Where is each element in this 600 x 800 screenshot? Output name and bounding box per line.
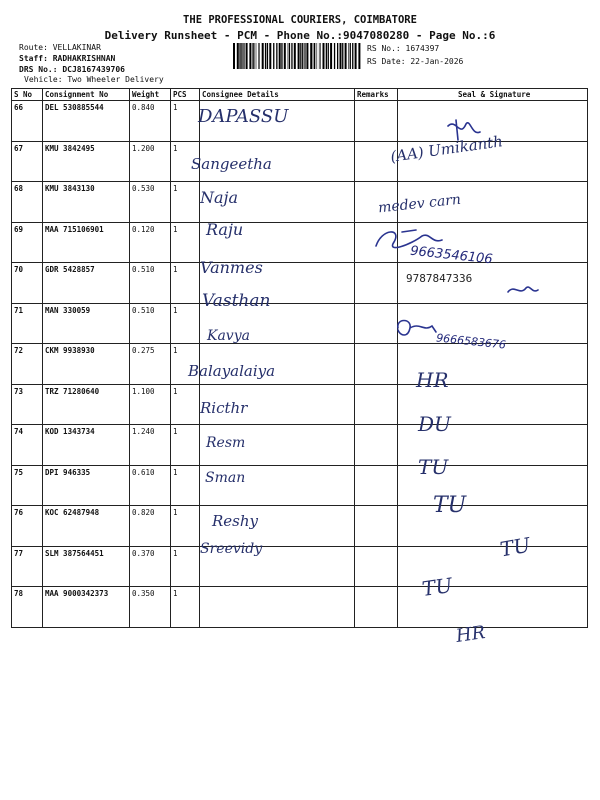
cell-remarks bbox=[355, 465, 398, 506]
barcode-bar bbox=[267, 43, 268, 69]
barcode-bar bbox=[253, 43, 254, 69]
handwritten-consignee: Resm bbox=[206, 434, 246, 451]
handwritten-consignee: Vanmes bbox=[200, 258, 263, 277]
barcode-bar bbox=[288, 43, 289, 69]
drs-label: DRS No.: DCJ8167439706 bbox=[19, 65, 125, 74]
cell-pcs: 1 bbox=[171, 465, 200, 506]
cell-pcs: 1 bbox=[171, 506, 200, 547]
col-consignment: Consignment No bbox=[43, 89, 130, 101]
cell-consignment-no: DEL 530885544 bbox=[43, 101, 130, 142]
barcode-bar bbox=[317, 43, 318, 69]
cell-consignee-details bbox=[200, 587, 355, 628]
cell-pcs: 1 bbox=[171, 344, 200, 385]
cell-consignment-no: MAN 330059 bbox=[43, 303, 130, 344]
cell-sno: 75 bbox=[12, 465, 43, 506]
company-title: THE PROFESSIONAL COURIERS, COIMBATORE bbox=[183, 14, 417, 26]
barcode-bar bbox=[340, 43, 342, 69]
cell-remarks bbox=[355, 425, 398, 466]
barcode-bar bbox=[352, 43, 353, 69]
cell-remarks bbox=[355, 384, 398, 425]
cell-sno: 77 bbox=[12, 546, 43, 587]
barcode-bar bbox=[239, 43, 240, 69]
barcode-bar bbox=[269, 43, 271, 69]
cell-pcs: 1 bbox=[171, 141, 200, 182]
handwritten-consignee: Raju bbox=[206, 219, 244, 239]
cell-sno: 78 bbox=[12, 587, 43, 628]
barcode-bar bbox=[330, 43, 332, 69]
barcode-bar bbox=[348, 43, 349, 69]
handwritten-phone-number: 9666583676 bbox=[435, 331, 507, 352]
barcode-bar bbox=[320, 43, 321, 69]
barcode-bar bbox=[345, 43, 347, 69]
table-row bbox=[12, 587, 588, 628]
table-row bbox=[12, 425, 588, 466]
barcode-bar bbox=[258, 43, 259, 69]
cell-sno: 69 bbox=[12, 222, 43, 263]
cell-sno: 71 bbox=[12, 303, 43, 344]
handwritten-consignee: Reshy bbox=[212, 511, 259, 530]
barcode-bar bbox=[323, 43, 325, 69]
cell-consignment-no: TRZ 71280640 bbox=[43, 384, 130, 425]
barcode-bar bbox=[328, 43, 329, 69]
rs-info bbox=[367, 43, 463, 68]
cell-consignment-no: KMU 3843130 bbox=[43, 182, 130, 223]
cell-sno: 73 bbox=[12, 384, 43, 425]
cell-sno: 70 bbox=[12, 263, 43, 304]
table-row bbox=[12, 465, 588, 506]
barcode-bar bbox=[249, 43, 251, 69]
barcode-bar bbox=[298, 43, 300, 69]
signature-scribble bbox=[394, 318, 440, 344]
col-signature: Seal & Signature bbox=[398, 89, 588, 101]
cell-weight: 0.820 bbox=[130, 506, 171, 547]
cell-weight: 0.370 bbox=[130, 546, 171, 587]
cell-weight: 0.120 bbox=[130, 222, 171, 263]
cell-sno: 76 bbox=[12, 506, 43, 547]
barcode-bar bbox=[256, 43, 257, 69]
cell-sno: 74 bbox=[12, 425, 43, 466]
cell-pcs: 1 bbox=[171, 101, 200, 142]
cell-weight: 1.240 bbox=[130, 425, 171, 466]
table-row bbox=[12, 263, 588, 304]
cell-weight: 0.530 bbox=[130, 182, 171, 223]
cell-consignment-no: DPI 946335 bbox=[43, 465, 130, 506]
handwritten-consignee: Balayalaiya bbox=[188, 361, 276, 380]
barcode-bar bbox=[337, 43, 338, 69]
signature-scribble bbox=[446, 118, 486, 148]
rs-number: RS No.: 1674397 bbox=[367, 44, 440, 53]
cell-pcs: 1 bbox=[171, 303, 200, 344]
cell-pcs: 1 bbox=[171, 384, 200, 425]
signature-scribble bbox=[506, 282, 542, 302]
barcode-bar bbox=[279, 43, 281, 69]
cell-weight: 0.610 bbox=[130, 465, 171, 506]
table-row bbox=[12, 384, 588, 425]
barcode-bar bbox=[305, 43, 306, 69]
barcode-bar bbox=[291, 43, 292, 69]
barcode-bar bbox=[246, 43, 248, 69]
handwritten-signature: HR bbox=[416, 368, 449, 392]
handwritten-phone-number: 9787847336 bbox=[406, 272, 473, 285]
cell-pcs: 1 bbox=[171, 587, 200, 628]
barcode-bar bbox=[259, 43, 260, 69]
cell-remarks bbox=[355, 303, 398, 344]
col-remarks: Remarks bbox=[355, 89, 398, 101]
cell-pcs: 1 bbox=[171, 425, 200, 466]
barcode-bar bbox=[233, 43, 235, 69]
handwritten-consignee: Sman bbox=[205, 470, 246, 486]
barcode-bar bbox=[355, 43, 357, 69]
vehicle-label: Vehicle: Two Wheeler Delivery bbox=[24, 75, 164, 84]
cell-consignment-no: MAA 715106901 bbox=[43, 222, 130, 263]
cell-weight: 0.840 bbox=[130, 101, 171, 142]
staff-label: Staff: RADHAKRISHNAN bbox=[19, 54, 116, 63]
cell-remarks bbox=[355, 506, 398, 547]
cell-consignment-no: KOC 62487948 bbox=[43, 506, 130, 547]
route-label: Route: VELLAKINAR bbox=[19, 43, 101, 52]
barcode-bar bbox=[276, 43, 277, 69]
cell-remarks bbox=[355, 344, 398, 385]
cell-weight: 0.350 bbox=[130, 587, 171, 628]
cell-sno: 68 bbox=[12, 182, 43, 223]
runsheet-subtitle: Delivery Runsheet - PCM - Phone No.:9047080280 - Page No.:6 bbox=[104, 29, 496, 42]
cell-weight: 0.510 bbox=[130, 303, 171, 344]
handwritten-consignee: DAPASSU bbox=[198, 106, 289, 127]
cell-weight: 0.275 bbox=[130, 344, 171, 385]
handwritten-consignee: Vasthan bbox=[202, 290, 271, 311]
barcode-bar bbox=[294, 43, 296, 69]
barcode-bar bbox=[350, 43, 351, 69]
cell-pcs: 1 bbox=[171, 263, 200, 304]
handwritten-phone-number: 9663546106 bbox=[409, 243, 494, 268]
table-header-row bbox=[12, 89, 588, 101]
handwritten-consignee: Sreevidy bbox=[200, 541, 263, 557]
cell-consignment-no: CKM 9938930 bbox=[43, 344, 130, 385]
cell-remarks bbox=[355, 101, 398, 142]
cell-sno: 66 bbox=[12, 101, 43, 142]
table-row bbox=[12, 222, 588, 263]
handwritten-signature: TU bbox=[498, 532, 533, 562]
handwritten-signature: TU bbox=[418, 455, 449, 479]
cell-consignment-no: KOD 1343734 bbox=[43, 425, 130, 466]
cell-consignment-no: GDR 5428857 bbox=[43, 263, 130, 304]
cell-consignment-no: SLM 387564451 bbox=[43, 546, 130, 587]
cell-signature bbox=[398, 506, 588, 547]
cell-pcs: 1 bbox=[171, 182, 200, 223]
barcode-bar bbox=[319, 43, 320, 69]
signature-scribble bbox=[372, 226, 448, 260]
handwritten-signature: TU bbox=[420, 573, 454, 601]
barcode-bar bbox=[300, 43, 301, 69]
barcode-bar bbox=[243, 43, 244, 69]
handwritten-signature: (AA) Umikanth bbox=[389, 132, 504, 166]
barcode-bar bbox=[334, 43, 335, 69]
col-pcs: PCS bbox=[171, 89, 200, 101]
cell-remarks bbox=[355, 587, 398, 628]
barcode-bar bbox=[284, 43, 286, 69]
cell-remarks bbox=[355, 546, 398, 587]
cell-sno: 67 bbox=[12, 141, 43, 182]
barcode-bar bbox=[281, 43, 282, 69]
col-weight: Weight bbox=[130, 89, 171, 101]
cell-pcs: 1 bbox=[171, 222, 200, 263]
barcode-bar bbox=[252, 43, 253, 69]
handwritten-consignee: Sangeetha bbox=[191, 154, 272, 173]
barcode-bar bbox=[244, 43, 245, 69]
barcode-bar bbox=[358, 43, 360, 69]
barcode-bar bbox=[304, 43, 305, 69]
barcode-bar bbox=[314, 43, 315, 69]
barcode-image bbox=[233, 43, 361, 69]
barcode-bar bbox=[310, 43, 312, 69]
barcode-bar bbox=[273, 43, 274, 69]
barcode-bar bbox=[326, 43, 327, 69]
handwritten-consignee: Kavya bbox=[207, 328, 250, 344]
cell-consignment-no: KMU 3842495 bbox=[43, 141, 130, 182]
barcode-bar bbox=[237, 43, 239, 69]
cell-weight: 1.200 bbox=[130, 141, 171, 182]
col-sno: S No bbox=[12, 89, 43, 101]
handwritten-signature: TU bbox=[433, 493, 467, 518]
cell-remarks bbox=[355, 263, 398, 304]
cell-sno: 72 bbox=[12, 344, 43, 385]
barcode-bar bbox=[302, 43, 303, 69]
barcode-bar bbox=[306, 43, 308, 69]
cell-weight: 1.100 bbox=[130, 384, 171, 425]
barcode-bar bbox=[289, 43, 290, 69]
rs-date: RS Date: 22-Jan-2026 bbox=[367, 56, 464, 66]
barcode-bar bbox=[265, 43, 266, 69]
barcode-bar bbox=[313, 43, 314, 69]
cell-pcs: 1 bbox=[171, 546, 200, 587]
col-consignee: Consignee Details bbox=[200, 89, 355, 101]
barcode-bar bbox=[342, 43, 343, 69]
handwritten-signature: DU bbox=[418, 412, 451, 436]
barcode-bar bbox=[241, 43, 242, 69]
handwritten-signature: medev carn bbox=[377, 191, 462, 217]
table-row bbox=[12, 182, 588, 223]
handwritten-signature: HR bbox=[454, 622, 487, 647]
barcode-bar bbox=[262, 43, 264, 69]
handwritten-consignee: Naja bbox=[200, 188, 239, 207]
cell-weight: 0.510 bbox=[130, 263, 171, 304]
handwritten-consignee: Ricthr bbox=[200, 399, 248, 417]
cell-consignment-no: MAA 9000342373 bbox=[43, 587, 130, 628]
